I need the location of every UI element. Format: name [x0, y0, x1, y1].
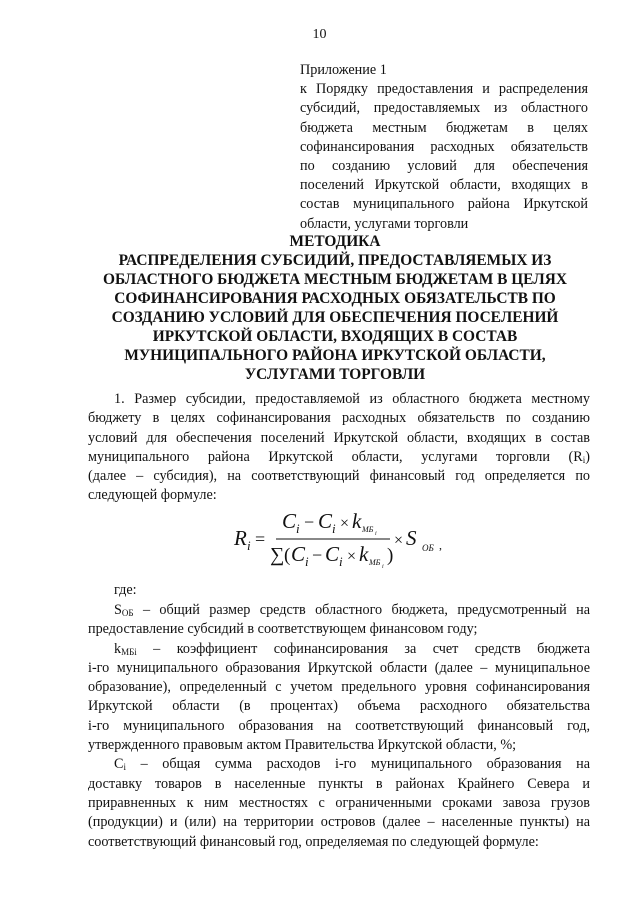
ri-close-paren: )	[585, 448, 590, 465]
definitions	[88, 601, 590, 852]
title-line: СОЗДАНИЮ УСЛОВИЙ ДЛЯ ОБЕСПЕЧЕНИЯ ПОСЕЛЕНИЙ	[111, 309, 559, 326]
definition-line: образование), определенный с учетом предельного уровня софинансирования	[88, 679, 590, 696]
formula-den-open: (	[284, 545, 291, 566]
formula-num-k-sub: МБ	[362, 525, 374, 534]
appendix-line: софинансирования расходных обязательств	[300, 138, 588, 155]
definition-text: – коэффициент софинансирования за счет средств бюджета	[136, 640, 590, 657]
definition-line: утвержденного правовым актом Правительства Иркутской области, %;	[88, 737, 517, 754]
formula-mult: ×	[394, 532, 404, 549]
definition-line: i-го муниципального образования на соответствующий финансовый год,	[88, 717, 590, 734]
appendix-line: бюджета местным бюджетам в целях	[300, 119, 588, 136]
document-title	[95, 232, 575, 384]
formula-num-k-sub-i: i	[375, 531, 377, 537]
formula-s: S	[406, 526, 417, 550]
formula-num-k: k	[352, 509, 362, 533]
page-number: 10	[312, 27, 327, 42]
symbol-sub: ОБ	[121, 608, 134, 618]
appendix-line: состав муниципального района Иркутской	[300, 196, 588, 213]
definition-line: (продукции) и (или) на территории островов (далее – населенные пункты) на	[88, 814, 590, 831]
appendix-title: Приложение 1	[300, 62, 387, 78]
formula-den-c2: C	[325, 542, 340, 566]
formula-den-c1: C	[291, 542, 306, 566]
formula-equals: =	[255, 529, 266, 549]
formula-ri	[224, 503, 484, 575]
formula-lhs: R	[234, 526, 247, 550]
formula-den-sigma: ∑	[270, 544, 285, 566]
paragraph-line-text: муниципального района Иркутской области, услугами торговли (R	[88, 448, 583, 465]
appendix-line: поселений Иркутской области, входящих в	[300, 177, 588, 194]
formula-num-c2: C	[318, 509, 333, 533]
definition-line: приравненных к ним местностях с ограниченными сроками завоза грузов	[88, 794, 590, 811]
formula-den-minus: −	[312, 545, 323, 565]
formula-num-c1-sub: i	[296, 521, 300, 536]
title-line: ОБЛАСТНОГО БЮДЖЕТА МЕСТНЫМ БЮДЖЕТАМ В ЦЕЛЯХ	[103, 271, 567, 288]
formula-den-c2-sub: i	[339, 554, 343, 569]
formula-num-c2-sub: i	[332, 521, 336, 536]
formula-num-c1: C	[282, 509, 297, 533]
formula-tail: ,	[439, 538, 442, 552]
paragraph-line	[88, 448, 590, 467]
formula-s-sub: ОБ	[422, 543, 434, 553]
definition-text: – общая сумма расходов i-го муниципального образования на	[125, 756, 590, 773]
appendix-line: по созданию условий для обеспечения	[300, 158, 588, 175]
where-label: где:	[114, 582, 137, 598]
symbol: S	[114, 602, 122, 618]
definition-line: предоставление субсидий в соответствующем финансовом году;	[88, 621, 478, 638]
appendix-line: субсидий, предоставляемых из областного	[300, 100, 588, 117]
symbol-sub: i	[123, 762, 126, 773]
definition-c-i	[88, 755, 590, 774]
formula-den-times: ×	[347, 548, 357, 565]
formula-lhs-sub: i	[247, 538, 251, 553]
ri-subscript: i	[582, 454, 586, 465]
formula-den-close: )	[387, 545, 394, 566]
definition-k-mbi	[88, 640, 590, 659]
definition-line: Иркутской области (в процентах) объема расходного обязательства	[88, 698, 590, 715]
formula-times: ×	[340, 515, 350, 532]
definition-s-ob	[88, 601, 590, 620]
definition-line: соответствующий финансовый год, определяемая по следующей формуле:	[88, 833, 539, 850]
formula-den-k: k	[359, 542, 369, 566]
paragraph-line: бюджету в целях софинансирования расходных обязательств по созданию	[88, 410, 590, 427]
paragraph-line: условий для обеспечения поселений Иркутской области, входящих в состав	[88, 429, 590, 446]
title-line: МУНИЦИПАЛЬНОГО РАЙОНА ИРКУТСКОЙ ОБЛАСТИ,	[124, 347, 546, 364]
appendix-line: к Порядку предоставления и распределения	[300, 81, 588, 98]
appendix-line: области, услугами торговли	[300, 215, 469, 232]
paragraph-line: следующей формуле:	[88, 487, 217, 504]
paragraph-line: 1. Размер субсидии, предоставляемой из областного бюджета местному	[114, 391, 590, 407]
formula-den-c1-sub: i	[305, 554, 309, 569]
title-line: ИРКУТСКОЙ ОБЛАСТИ, ВХОДЯЩИХ В СОСТАВ	[152, 328, 518, 345]
title-line: МЕТОДИКА	[289, 233, 381, 250]
title-line: СОФИНАНСИРОВАНИЯ РАСХОДНЫХ ОБЯЗАТЕЛЬСТВ ПО	[114, 290, 556, 307]
formula-den-k-sub: МБ	[369, 558, 381, 567]
symbol: k	[114, 640, 122, 657]
definition-line: i-го муниципального образования Иркутской области (далее – муниципальное	[88, 659, 590, 676]
paragraph-1	[88, 390, 590, 506]
definition-text: – общий размер средств областного бюджета, предусмотренный на	[133, 602, 590, 618]
paragraph-line: (далее – субсидия), на соответствующий финансовый год определяется по	[88, 468, 590, 485]
title-line: РАСПРЕДЕЛЕНИЯ СУБСИДИЙ, ПРЕДОСТАВЛЯЕМЫХ ИЗ	[118, 252, 552, 269]
appendix-block	[300, 61, 588, 234]
symbol: C	[114, 756, 124, 773]
formula-den-k-sub-i: i	[382, 564, 384, 570]
symbol-sub: МБi	[121, 646, 137, 657]
title-line: УСЛУГАМИ ТОРГОВЛИ	[244, 366, 426, 383]
formula-minus: −	[304, 512, 315, 532]
definition-line: доставку товаров в населенные пункты в районах Крайнего Севера и	[88, 775, 590, 792]
